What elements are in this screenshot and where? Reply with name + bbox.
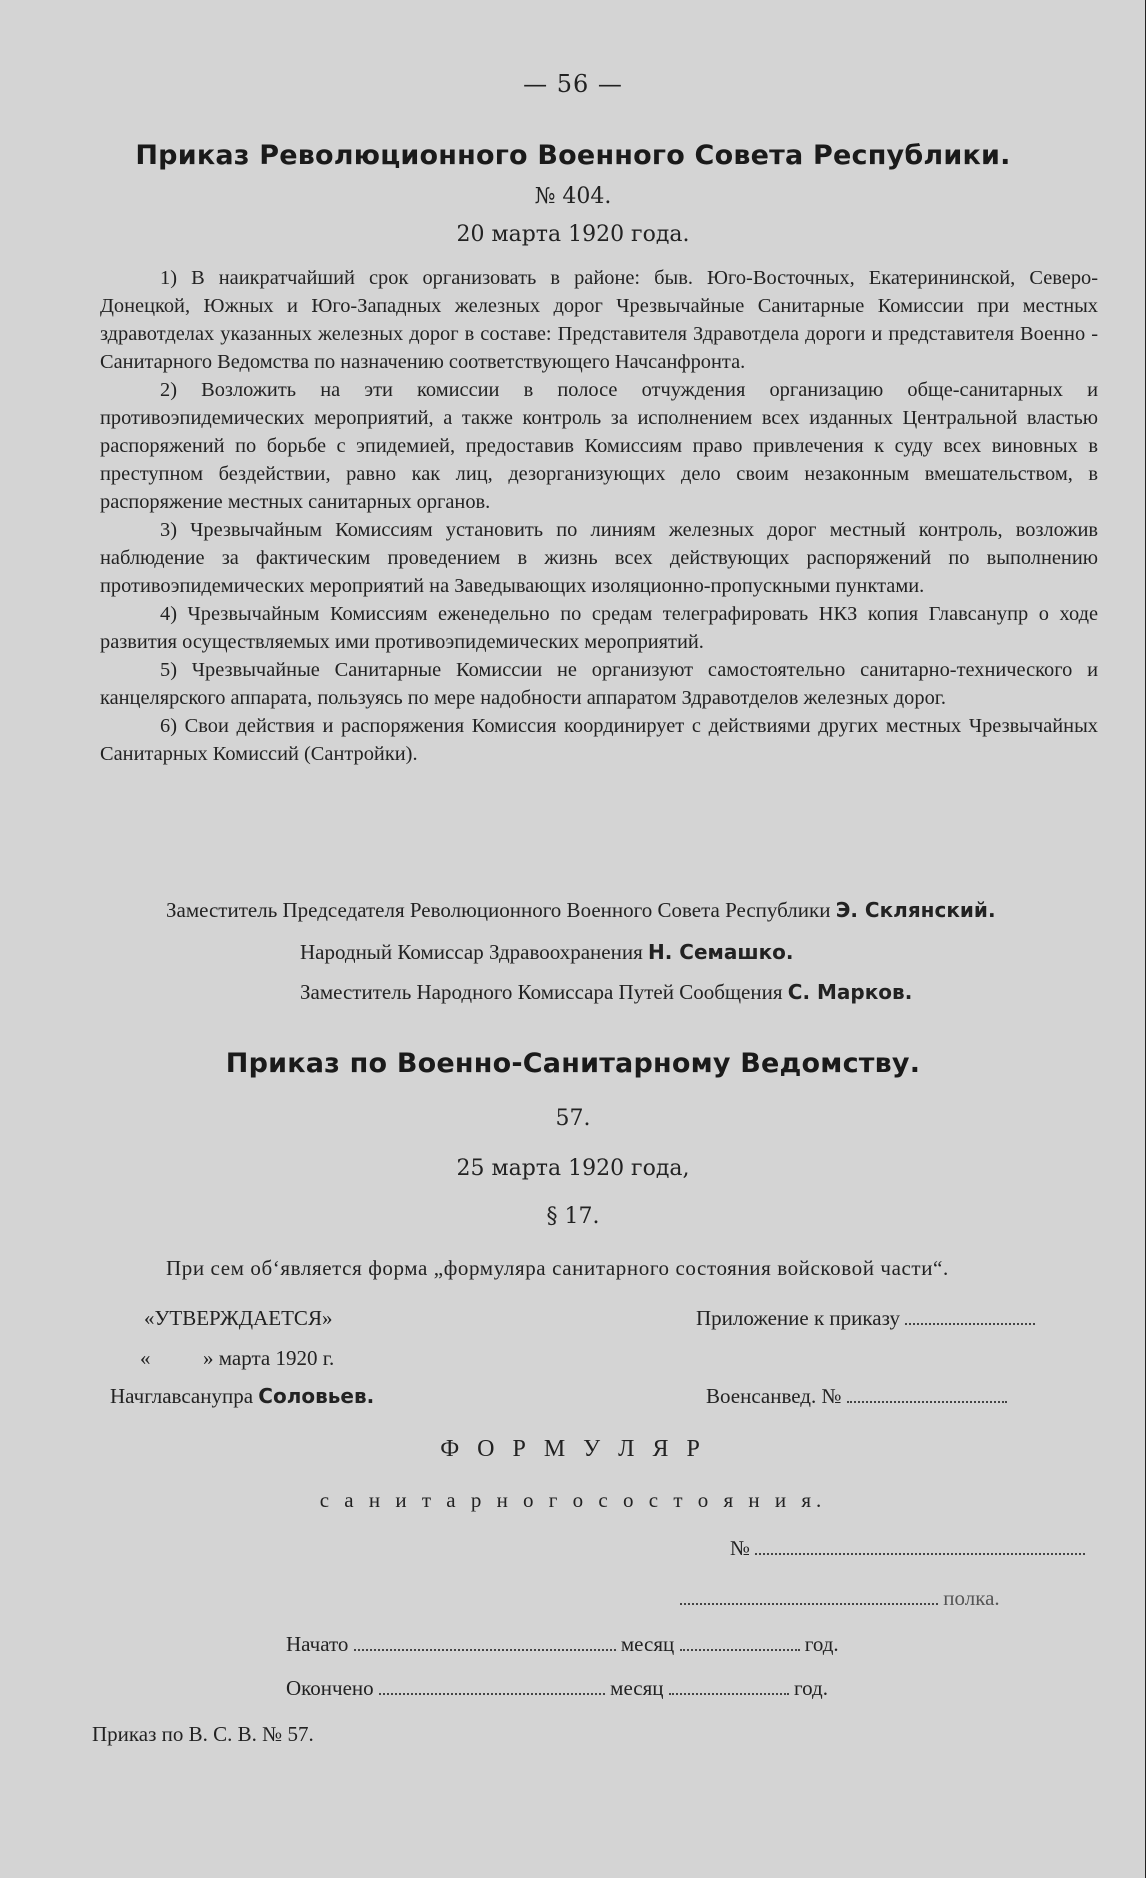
ended-year-label: год. bbox=[794, 1676, 828, 1700]
regiment-blank bbox=[680, 1587, 938, 1605]
signature-1 bbox=[166, 898, 996, 923]
ended-label: Окончено bbox=[286, 1676, 374, 1700]
approved-stamp: «УТВЕРЖДАЕТСЯ» bbox=[144, 1306, 333, 1330]
footer-ref: Приказ по В. С. В. № 57. bbox=[92, 1722, 314, 1746]
paragraph-5: 5) Чрезвычайные Санитарные Комиссии не организуют самостоятельно санитарно-технического и канцелярского аппарата, пользуясь по мере надобности аппаратом Здравотделов железных дорог. bbox=[100, 659, 1098, 709]
started-year-label: год. bbox=[804, 1632, 839, 1656]
appendix-blank bbox=[905, 1307, 1035, 1325]
signer-role: Начглавсанупра bbox=[110, 1384, 254, 1408]
signature-2 bbox=[300, 940, 794, 965]
started-month-blank bbox=[680, 1633, 800, 1651]
signature-3-name: С. Марков. bbox=[787, 980, 913, 1004]
form-number-line bbox=[730, 1536, 1085, 1561]
voensanved-label: Военсанвед. № bbox=[706, 1384, 842, 1408]
signer-name: Соловьев. bbox=[258, 1384, 375, 1408]
order1-date: 20 марта 1920 года. bbox=[456, 222, 690, 247]
order1-number: № 404. bbox=[534, 184, 612, 209]
form-number-blank bbox=[755, 1537, 1085, 1555]
started-month-label: месяц bbox=[620, 1632, 675, 1656]
appendix-line bbox=[696, 1306, 1035, 1331]
signature-3-role: Заместитель Народного Комиссара Путей Сообщения bbox=[300, 980, 783, 1004]
approval-signer bbox=[110, 1384, 374, 1409]
form-subtitle: с а н и т а р н о г о с о с т о я н и я. bbox=[319, 1488, 827, 1512]
voensanved-blank bbox=[847, 1385, 1007, 1403]
ended-month-blank bbox=[669, 1677, 789, 1695]
signature-3 bbox=[300, 980, 912, 1005]
regiment-label: полка. bbox=[943, 1586, 1000, 1610]
form-number-label: № bbox=[730, 1536, 751, 1560]
announcement: При сем об‘является форма „формуляра санитарного состояния войсковой части“. bbox=[166, 1256, 949, 1280]
appendix-label: Приложение к приказу bbox=[696, 1306, 900, 1330]
started-blank bbox=[354, 1633, 616, 1651]
order2-number: 57. bbox=[555, 1106, 591, 1131]
paragraph-2: 2) Возложить на эти комиссии в полосе отчуждения организацию обще-санитарных и противоэпидемических мероприятий, а также контроль за исполнением всех изданных Центральной властью распоряжений по борьбе с эпидемией, предоставив Комиссиям право привлечения к суду всех виновных в преступном бездействии, равно как лиц, дезорганизующих дело своим незаконным вмешательством, в распоряжение местных санитарных органов. bbox=[100, 379, 1098, 513]
voensanved-line bbox=[706, 1384, 1007, 1409]
ended-month-label: месяц bbox=[610, 1676, 664, 1700]
ended-line bbox=[286, 1676, 828, 1701]
paragraph-4: 4) Чрезвычайным Комиссиям еженедельно по средам телеграфировать НКЗ копия Главсанупр о ходе развития осуществляемых ими противоэпидемических мероприятий. bbox=[100, 603, 1098, 653]
paragraph-1: 1) В наикратчайший срок организовать в районе: быв. Юго-Восточных, Екатерининской, Северо-Донецкой, Южных и Юго-Западных железных дорог Чрезвычайные Санитарные Комиссии при местных здравотделах указанных железных дорог в составе: Представителя Здравотдела дороги и представителя Военно - Санитарного Ведомства по назначению соответствующего Начсанфронта. bbox=[100, 267, 1098, 373]
form-title: Ф О Р М У Л Я Р bbox=[440, 1436, 706, 1462]
order1-title: Приказ Революционного Военного Совета Республики. bbox=[135, 140, 1011, 171]
ended-blank bbox=[379, 1677, 605, 1695]
started-label: Начато bbox=[286, 1632, 349, 1656]
order2-date: 25 марта 1920 года, bbox=[456, 1156, 690, 1181]
signature-1-role: Заместитель Председателя Революционного Военного Совета Республики bbox=[166, 898, 831, 922]
paragraph-3: 3) Чрезвычайным Комиссиям установить по линиям железных дорог местный контроль, возложив наблюдение за фактическим проведением в жизнь всех действующих распоряжений по выполнению противоэпидемических мероприятий на Заведывающих изоляционно-пропускными пунктами. bbox=[100, 519, 1098, 597]
order2-section: § 17. bbox=[546, 1204, 600, 1229]
signature-2-role: Народный Комиссар Здравоохранения bbox=[300, 940, 643, 964]
page-number: — 56 — bbox=[523, 70, 623, 98]
started-line bbox=[286, 1632, 839, 1657]
approval-date-rest: » марта 1920 г. bbox=[203, 1346, 335, 1370]
regiment-line bbox=[680, 1586, 1000, 1611]
order1-body bbox=[100, 264, 1098, 768]
approval-date bbox=[140, 1346, 334, 1371]
signature-1-name: Э. Склянский. bbox=[835, 898, 996, 922]
signature-2-name: Н. Семашко. bbox=[647, 940, 794, 964]
paragraph-6: 6) Свои действия и распоряжения Комиссия координирует с действиями других местных Чрезвычайных Санитарных Комиссий (Сантройки). bbox=[100, 715, 1098, 765]
approval-date-open: « bbox=[140, 1346, 151, 1370]
order2-title: Приказ по Военно-Санитарному Ведомству. bbox=[225, 1048, 921, 1079]
